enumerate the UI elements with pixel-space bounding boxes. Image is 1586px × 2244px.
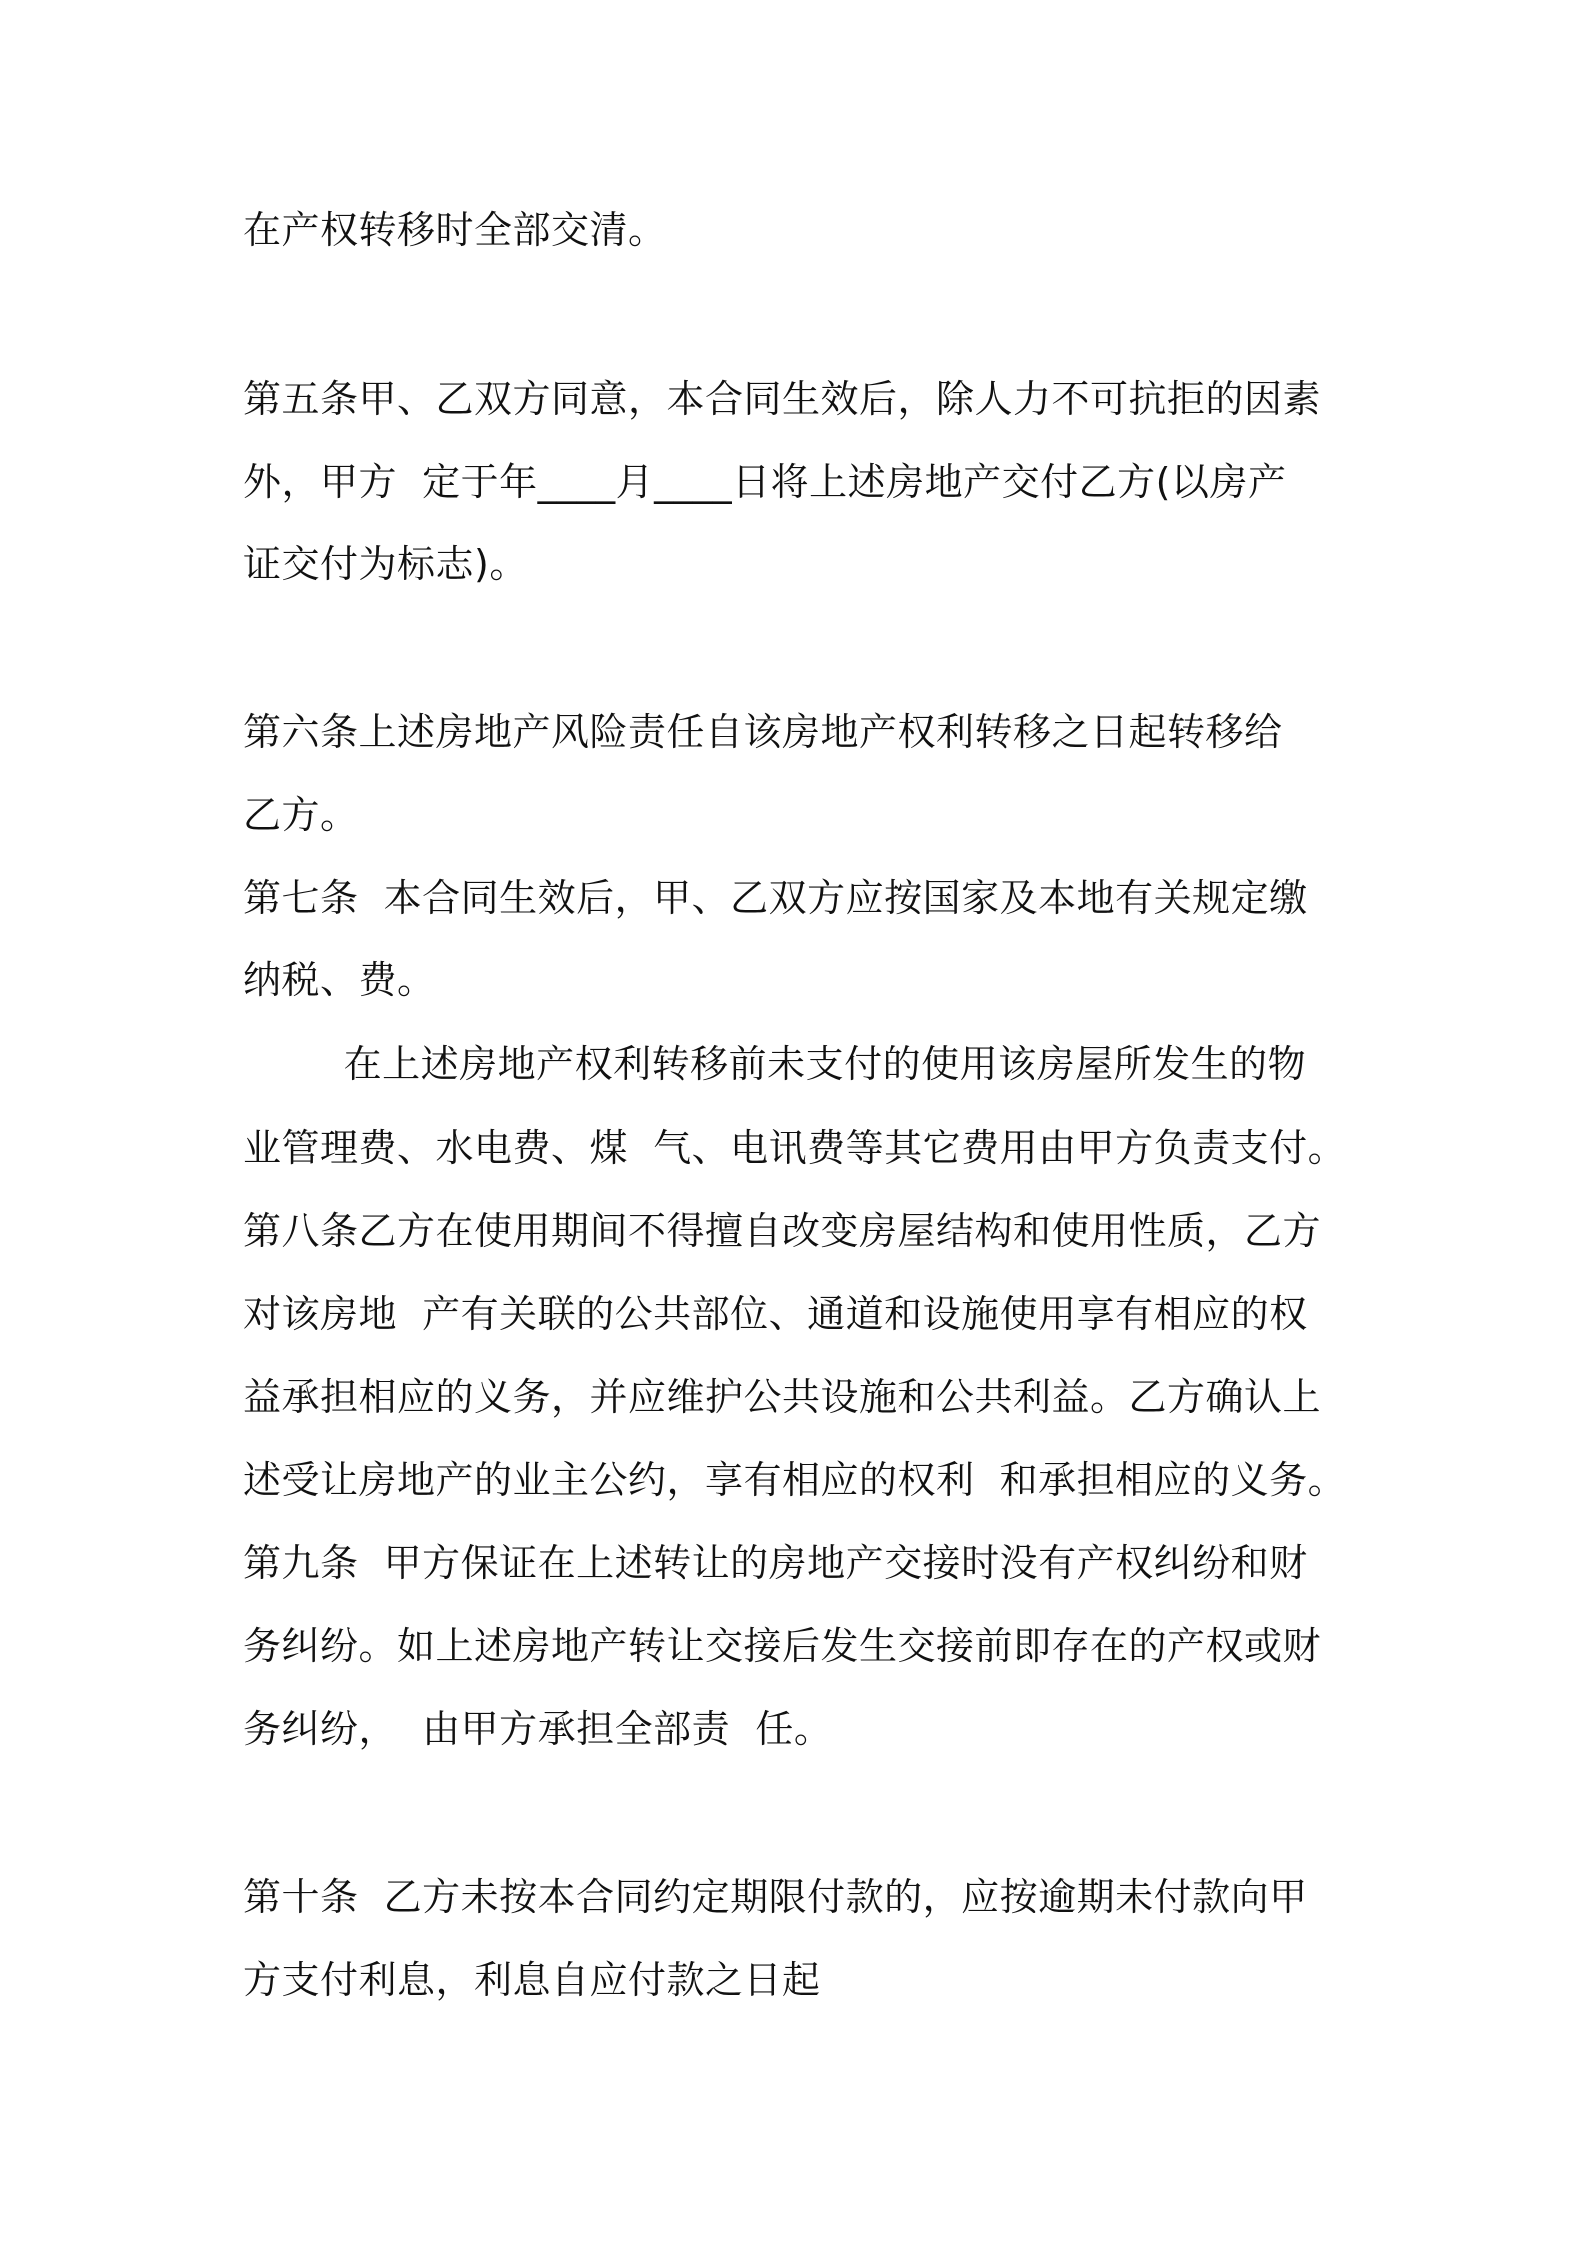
text-line: 第六条上述房地产风险责任自该房地产权利转移之日起转移给 — [243, 710, 1283, 754]
text-line: 对该房地 产有关联的公共部位、通道和设施使用享有相应的权 — [243, 1292, 1308, 1336]
text-line: 益承担相应的义务，并应维护公共设施和公共利益。乙方确认上 — [243, 1375, 1322, 1419]
text-line: 务纠纷。如上述房地产转让交接后发生交接前即存在的产权或财 — [243, 1624, 1322, 1668]
text-line: 第十条 乙方未按本合同约定期限付款的，应按逾期未付款向甲 — [243, 1875, 1308, 1919]
text-line: 在产权转移时全部交清。 — [243, 208, 667, 252]
text-line: 务纠纷， 由甲方承担全部责 任。 — [243, 1707, 833, 1751]
text-line: 方支付利息，利息自应付款之日起 — [243, 1958, 821, 2002]
text-line: 外，甲方 定于年____月____日将上述房地产交付乙方(以房产 — [243, 460, 1287, 504]
text-line: 证交付为标志)。 — [243, 542, 528, 586]
text-line: 业管理费、水电费、煤 气、电讯费等其它费用由甲方负责支付。 — [243, 1126, 1347, 1170]
text-line: 乙方。 — [243, 793, 359, 837]
text-line: 第七条 本合同生效后，甲、乙双方应按国家及本地有关规定缴 — [243, 876, 1308, 920]
text-line: 在上述房地产权利转移前未支付的使用该房屋所发生的物 — [243, 1042, 1307, 1086]
text-line: 述受让房地产的业主公约，享有相应的权利 和承担相应的义务。 — [243, 1458, 1347, 1502]
text-line: 第九条 甲方保证在上述转让的房地产交接时没有产权纠纷和财 — [243, 1541, 1308, 1585]
text-line: 第五条甲、乙双方同意，本合同生效后，除人力不可抗拒的因素 — [243, 377, 1322, 421]
text-line: 第八条乙方在使用期间不得擅自改变房屋结构和使用性质，乙方 — [243, 1209, 1322, 1253]
text-line: 纳税、费。 — [243, 958, 436, 1002]
